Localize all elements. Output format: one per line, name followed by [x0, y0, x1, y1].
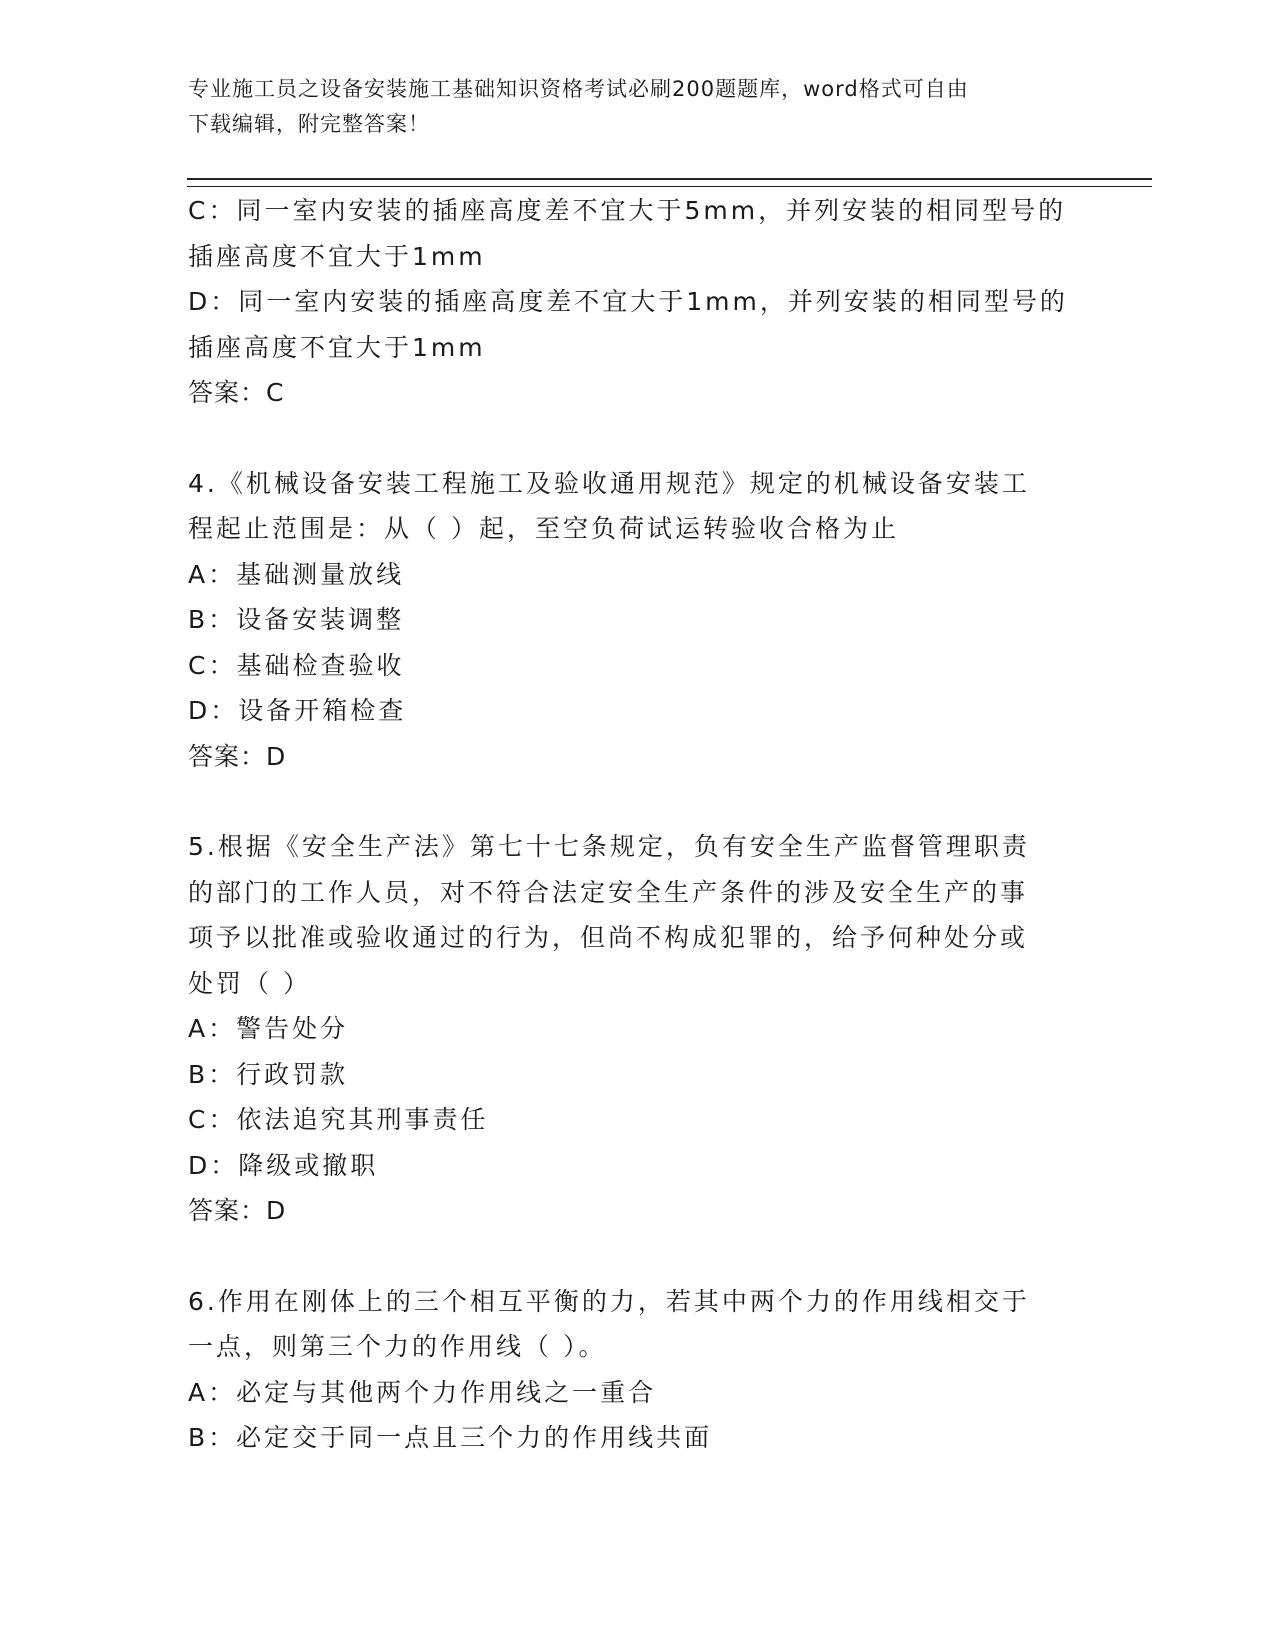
question-3-continued: [188, 188, 1068, 416]
question-stem-line: 项予以批准或验收通过的行为，但尚不构成犯罪的，给予何种处分或: [188, 923, 1029, 952]
question-stem-line: 一点，则第三个力的作用线（ ）。: [188, 1332, 607, 1361]
option-c-line-1: C：同一室内安装的插座高度差不宜大于5mm，并列安装的相同型号的: [188, 196, 1067, 225]
option-a: A：警告处分: [188, 1014, 349, 1043]
header-title-line-1: 专业施工员之设备安装施工基础知识资格考试必刷200题题库，word格式可自由: [188, 77, 969, 101]
question-5: [188, 824, 1068, 1234]
option-b: B：行政罚款: [188, 1059, 349, 1089]
option-d-line-1: D：同一室内安装的插座高度差不宜大于1mm，并列安装的相同型号的: [188, 287, 1068, 316]
question-4: [188, 461, 1068, 780]
document-header: [188, 72, 1068, 142]
question-6: [188, 1279, 1068, 1461]
document-body: [188, 188, 1068, 1461]
option-b: B：必定交于同一点且三个力的作用线共面: [188, 1423, 713, 1452]
answer: 答案：D: [188, 1196, 287, 1225]
header-divider: [187, 178, 1152, 187]
option-a: A：必定与其他两个力作用线之一重合: [188, 1377, 657, 1407]
answer: 答案：C: [188, 378, 285, 407]
option-c: C：基础检查验收: [188, 650, 405, 680]
question-stem-line: 程起止范围是：从（ ）起，至空负荷试运转验收合格为止: [188, 514, 899, 543]
question-stem-line: 4.《机械设备安装工程施工及验收通用规范》规定的机械设备安装工: [188, 468, 1030, 498]
question-stem-line: 的部门的工作人员，对不符合法定安全生产条件的涉及安全生产的事: [188, 877, 1029, 907]
option-c: C：依法追究其刑事责任: [188, 1105, 489, 1134]
option-b: B：设备安装调整: [188, 605, 405, 634]
header-title-line-2: 下载编辑，附完整答案！: [188, 112, 430, 136]
question-stem-line: 处罚（ ）: [188, 968, 311, 998]
question-stem-line: 5.根据《安全生产法》第七十七条规定，负有安全生产监督管理职责: [188, 832, 1030, 861]
answer: 答案：D: [188, 741, 287, 771]
option-c-line-2: 插座高度不宜大于1mm: [188, 241, 486, 271]
option-d: D：降级或撤职: [188, 1150, 379, 1180]
option-a: A：基础测量放线: [188, 559, 405, 589]
option-d: D：设备开箱检查: [188, 696, 407, 725]
question-stem-line: 6.作用在刚体上的三个相互平衡的力，若其中两个力的作用线相交于: [188, 1286, 1030, 1316]
option-d-line-2: 插座高度不宜大于1mm: [188, 332, 486, 362]
